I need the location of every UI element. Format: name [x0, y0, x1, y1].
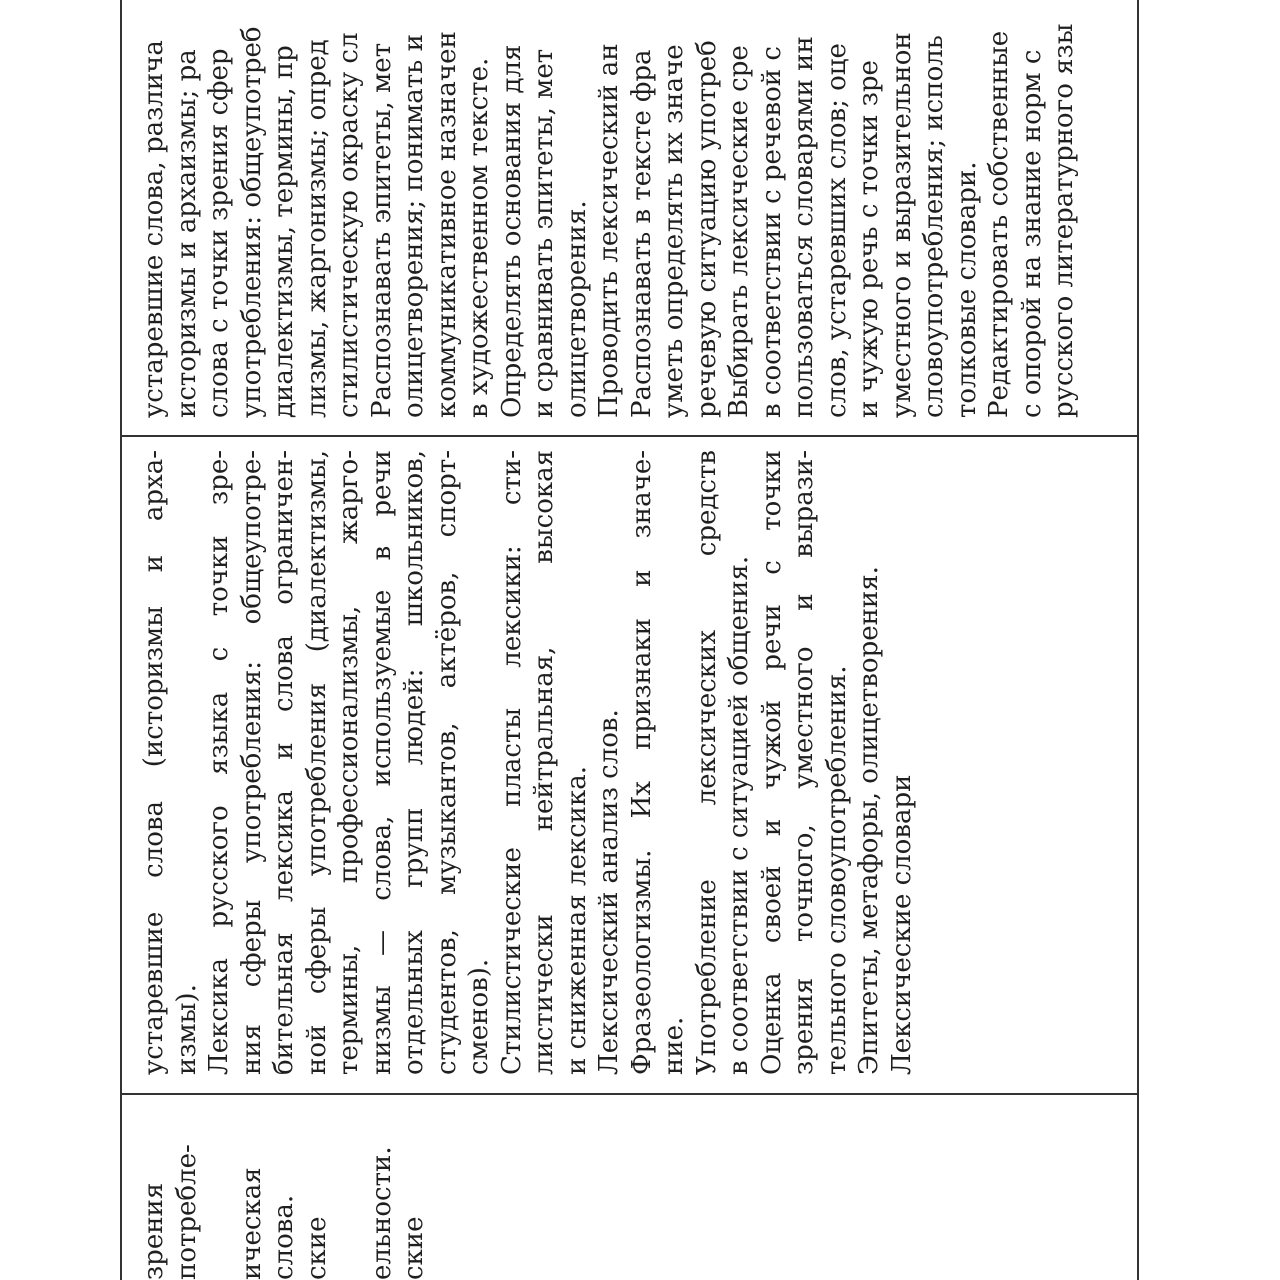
text-line: и сравнивать эпитеты, мет — [529, 48, 559, 418]
text-line: в соответствии с ситуацией общения. — [724, 555, 754, 1075]
text-line: слова. — [269, 1194, 299, 1280]
text-line: уметь определять их значе — [659, 44, 689, 418]
text-line: речевую ситуацию употреб — [691, 40, 722, 418]
text-line: Лексика русского языка с точки зре- — [204, 450, 234, 1075]
text-line: ельности. — [366, 1146, 397, 1280]
text-line: Редактировать собственные — [984, 30, 1014, 418]
text-line: низмы — слова, используемые в речи — [366, 450, 397, 1075]
text-line: измы). — [171, 984, 202, 1075]
text-line: олицетворения. — [561, 200, 592, 418]
text-line: диалектизмы, термины, пр — [269, 45, 299, 418]
text-line: студентов, музыкантов, актёров, спорт- — [431, 450, 462, 1075]
text-line: в художественном тексте. — [464, 57, 494, 418]
text-line: ские — [399, 1216, 429, 1280]
text-line: стилистическую окраску сл — [334, 32, 364, 418]
text-line: слов, устаревших слов; оце — [821, 43, 852, 418]
text-line: ние. — [659, 1016, 689, 1075]
table-rule-top — [120, 0, 122, 1280]
text-line: русского литературного язы — [1049, 23, 1079, 418]
text-line: в соответствии с речевой с — [756, 46, 787, 418]
table-rule-bottom — [1137, 0, 1139, 1280]
text-line — [333, 1108, 366, 1280]
text-line: олицетворения; понимать и — [399, 34, 429, 418]
text-line: зрения точного, уместного и вырази- — [789, 450, 819, 1075]
text-line: пользоваться словарями ин — [789, 36, 819, 418]
text-line: Употребление лексических средств — [691, 450, 722, 1075]
table-cell-left — [138, 1108, 1128, 1280]
text-line: словоупотребления; исполь — [919, 35, 949, 418]
text-line: Оценка своей и чужой речи с точки — [756, 450, 787, 1075]
text-line: уместного и выразительнон — [886, 32, 917, 418]
middle-column-lines — [138, 450, 918, 1075]
text-line: Проводить лексический ан — [594, 43, 624, 418]
text-line: бительная лексика и слова ограничен- — [269, 450, 299, 1075]
text-line: Лексические словари — [886, 774, 917, 1075]
text-line: листически нейтральная, высокая — [529, 450, 559, 1075]
text-line: сменов). — [464, 958, 494, 1075]
text-line: ной сферы употребления (диалектизмы, — [301, 450, 332, 1075]
text-line: Фразеологизмы. Их признаки и значе- — [626, 450, 657, 1075]
text-line: толковые словари. — [951, 161, 982, 418]
text-line: устаревшие слова (историзмы и арха- — [139, 450, 169, 1075]
column-divider-right — [120, 435, 1138, 437]
text-line — [203, 1108, 236, 1280]
text-line: с опорой на знание норм с — [1016, 49, 1047, 418]
table-cell-right — [138, 0, 1128, 418]
text-line: тельного словоупотребления. — [821, 665, 852, 1075]
text-line: употребления: общеупотреб — [236, 26, 267, 418]
text-line: Распознавать в тексте фра — [626, 49, 657, 418]
text-line: ическая — [236, 1167, 267, 1280]
text-line: ния сферы употребления: общеупотре- — [236, 450, 267, 1075]
text-line: Определять основания для — [496, 44, 527, 418]
text-line: зрения — [139, 1182, 169, 1280]
text-line: слова с точки зрения сфер — [204, 48, 234, 418]
text-line: термины, профессионализмы, жарго- — [334, 450, 364, 1075]
text-line: лизмы, жаргонизмы; опред — [301, 39, 332, 418]
text-line: и чужую речь с точки зре — [854, 60, 884, 418]
text-line: отдельных групп людей: школьников, — [399, 450, 429, 1075]
text-line: ские — [301, 1216, 332, 1280]
column-divider-left — [120, 1093, 1138, 1095]
text-line: Лексический анализ слов. — [594, 709, 624, 1075]
text-line: Стилистические пласты лексики: сти- — [496, 450, 527, 1075]
text-line: устаревшие слова, различа — [139, 40, 169, 418]
right-column-lines — [138, 0, 1081, 418]
text-line: потребле- — [171, 1144, 202, 1280]
left-column-lines — [138, 1108, 431, 1280]
table-cell-middle — [138, 450, 1128, 1075]
text-line: и сниженная лексика. — [561, 765, 592, 1075]
text-line: коммуникативное назначен — [431, 31, 462, 418]
text-line: Эпитеты, метафоры, олицетворения. — [854, 566, 884, 1075]
text-line: Выбирать лексические сре — [724, 45, 754, 418]
text-line: Распознавать эпитеты, мет — [366, 42, 397, 418]
text-line: историзмы и архаизмы; ра — [171, 49, 202, 418]
